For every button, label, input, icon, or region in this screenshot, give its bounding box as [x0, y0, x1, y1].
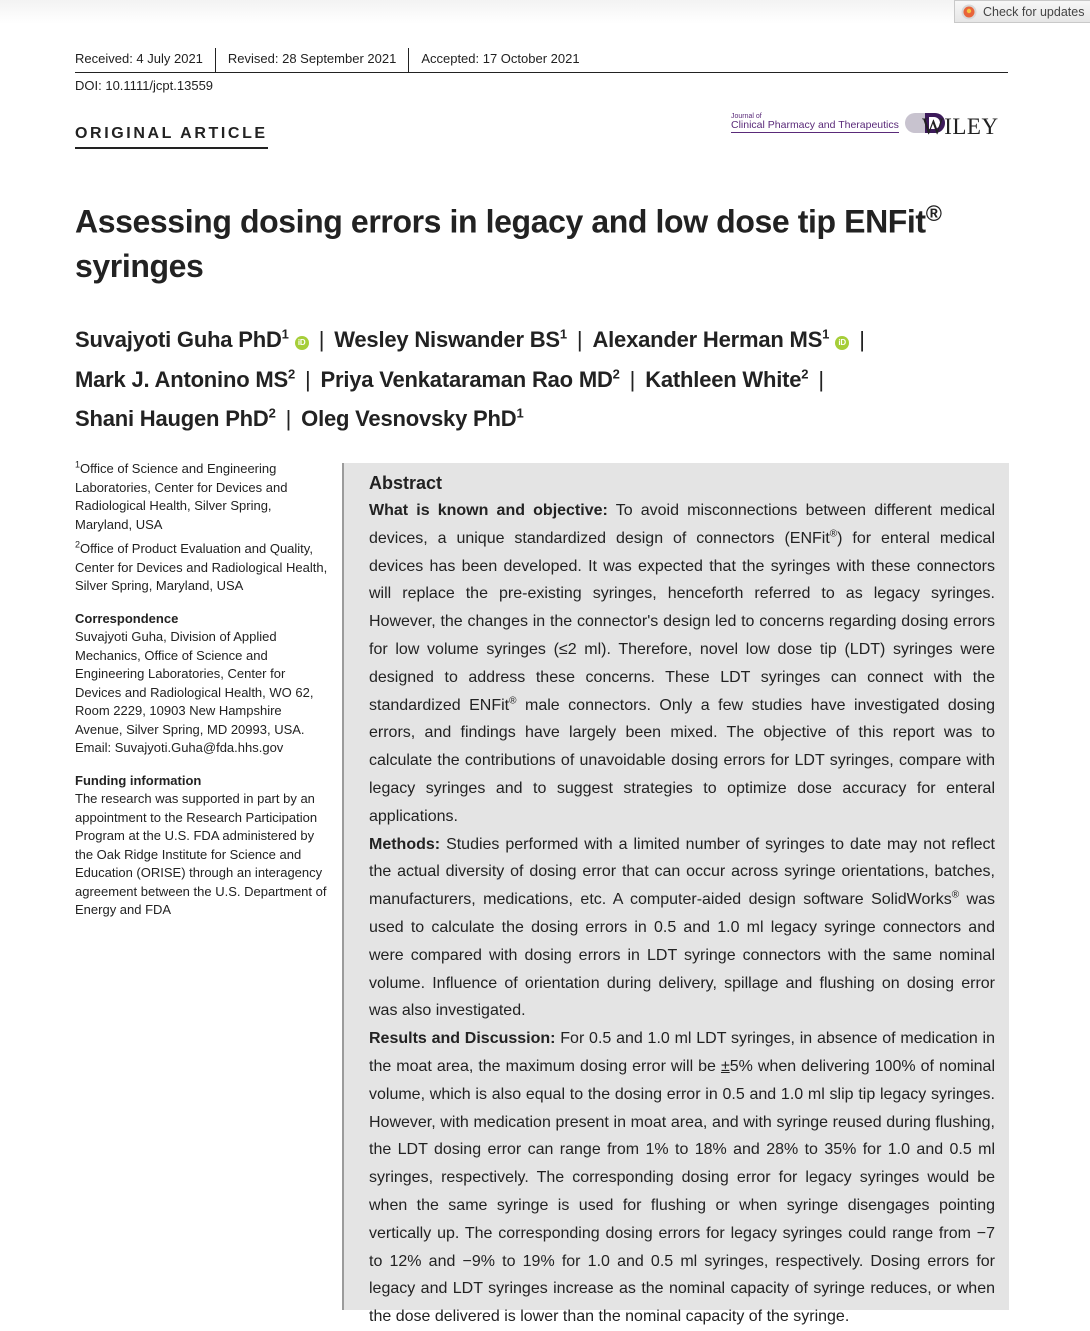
affiliation: [75, 540, 330, 596]
funding-text: The research was supported in part by an appointment to the Research Participation Program at the U.S. FDA administered by the Oak Ridge Institute for Science and Education (ORISE) through an interagency agreement between the U.S. Department of Energy and FDA: [75, 791, 327, 917]
author-affiliation-number: 2: [268, 405, 276, 421]
author[interactable]: [301, 406, 523, 431]
author-affiliation-number: 1: [281, 327, 289, 342]
author-name: Shani Haugen PhD: [75, 405, 269, 431]
methods-label: Methods:: [369, 835, 441, 853]
abstract-heading: Abstract: [369, 473, 443, 493]
author[interactable]: [592, 327, 849, 352]
affiliation-text: Office of Product Evaluation and Quality, Center for Devices and Radiological Health, Silver Spring, Maryland, USA: [75, 541, 328, 593]
results-text: For 0.5 and 1.0 ml LDT syringes, in absence of medication in the moat area, the maximum dosing error will be: [369, 1030, 995, 1075]
doi[interactable]: DOI: 10.1111/jcpt.13559: [75, 78, 214, 93]
objective-text: ) for enteral medical devices has been developed. It was expected that the syringes with these connectors will replace the pre-existing syringes, henceforth referred to as legacy syringes. However, the changes in the connector's design led to concerns regarding dosing errors for low volume syringes (≤2 ml). Therefore, novel low dose tip (LDT) syringes were designed to address these concerns. These LDT syringes can connect with the standardized ENFit: [369, 529, 995, 714]
author-name: Alexander Herman MS: [592, 327, 823, 353]
affiliation: [75, 460, 330, 534]
objective-text: To avoid misconnections between different medical devices, a unique standardized design of connectors (ENFit: [369, 502, 996, 547]
registered-mark: ®: [951, 889, 960, 901]
journal-name-full: Clinical Pharmacy and Therapeutics: [731, 119, 899, 132]
objective-text: male connectors. Only a few studies have investigated dosing errors, and findings have largely been mixed. The objective of this report was to calculate the contributions of unavoidable dosing errors for LDT syringes, compare with legacy syringes and to suggest strategies to optimize dose accuracy for enteral applications.: [369, 696, 996, 825]
affiliation-text: Office of Science and Engineering Laboratories, Center for Devices and Radiological Health, Silver Spring, Maryland, USA: [75, 461, 288, 532]
abstract-results: [369, 1025, 995, 1331]
author-affiliation-number: 2: [287, 366, 295, 382]
author-list: [75, 318, 1005, 436]
abstract-objective: [369, 497, 995, 831]
results-text: 5% when delivering 100% of nominal volume, which is also equal to the dosing error in 0.5 and 1.0 ml slip tip legacy syringes. However, with medication present in moat area, and with syringe reused during flushing, the LDT dosing error can range from 1% to 18% and 28% to 35% for 1.0 and 0.5 ml syringes, respectively. The corresponding dosing error for legacy syringes would be when the same syringe is used for flushing or when syringe disengages pointing vertically up. The corresponding dosing errors for legacy syringes could range from −7 to 12% and −9% to 19% for 1.0 and 0.5 ml syringes, respectively. Dosing errors for legacy and LDT syringes increase as the nominal capacity of syringe reduces, or when the dose delivered is lower than the nominal capacity of the syringe.: [369, 1057, 995, 1326]
author-separator: |: [818, 366, 824, 392]
author-affiliation-number: 2: [612, 366, 620, 382]
author-name: Mark J. Antonino MS: [75, 366, 288, 392]
affiliation-number: 1: [75, 459, 81, 470]
author-name: Kathleen White: [645, 366, 802, 392]
author[interactable]: [75, 406, 276, 431]
correspondence-email[interactable]: Email: Suvajyoti.Guha@fda.hhs.gov: [75, 740, 284, 755]
author-separator: |: [859, 327, 865, 353]
date-row: [75, 48, 1008, 73]
journal-name-small: Journal of: [731, 113, 762, 121]
author-affiliation-number: 1: [559, 327, 567, 342]
funding-heading: Funding information: [75, 772, 202, 788]
author[interactable]: [321, 367, 620, 392]
divider: [408, 48, 409, 72]
check-updates-icon: [961, 4, 977, 20]
author-separator: |: [304, 366, 311, 392]
received-date: Received: 4 July 2021: [75, 51, 203, 66]
check-for-updates-button[interactable]: [954, 0, 1090, 23]
objective-label: What is known and objective:: [369, 502, 608, 519]
author[interactable]: [75, 367, 295, 392]
author-name: Wesley Niswander BS: [334, 327, 560, 353]
registered-mark: ®: [509, 695, 517, 707]
author-separator: |: [576, 327, 583, 353]
correspondence-text: Suvajyoti Guha, Division of Applied Mechanics, Office of Science and Engineering Laboratories, Center for Devices and Radiological Health, WO 62, Room 2229, 10903 New Hampshire Avenue, Silver Spring, MD 20993, USA.: [75, 629, 314, 737]
author-name: Priya Venkataraman Rao MD: [320, 366, 613, 392]
abstract-box: [342, 463, 1009, 1326]
abstract-methods: [369, 831, 995, 1026]
article-info-sidebar: [75, 460, 330, 926]
methods-text: was used to calculate the dosing errors in 0.5 and 1.0 ml legacy syringe connectors and were compared with dosing errors in LDT syringe connectors with the same nominal volume. Influence of orientation during delivery, spillage and flushing on dosing error was also investigated.: [369, 891, 996, 1020]
journal-name: [731, 113, 899, 133]
author-name: Suvajyoti Guha PhD: [75, 327, 282, 353]
article-title: [75, 192, 975, 288]
author-affiliation-number: 2: [801, 366, 809, 382]
orcid-icon[interactable]: iD: [835, 336, 849, 350]
methods-text: Studies performed with a limited number of syringes to date may not reflect the actual diversity of dosing error that can occur across syringe orientations, batches, manufacturers, medications, etc. A computer-aided design software SolidWorks: [369, 835, 995, 909]
accepted-date: Accepted: 17 October 2021: [421, 51, 580, 66]
correspondence-heading: Correspondence: [75, 610, 179, 626]
publisher-logo[interactable]: WILEY: [922, 114, 999, 139]
author[interactable]: [75, 327, 309, 352]
title-end: syringes: [75, 247, 204, 284]
results-label: Results and Discussion:: [369, 1030, 556, 1048]
affiliation-number: 2: [75, 539, 81, 550]
divider: [215, 48, 216, 72]
author-affiliation-number: 1: [516, 405, 524, 421]
author-separator: |: [318, 327, 325, 353]
registered-mark: ®: [829, 528, 838, 540]
top-band: [0, 0, 1090, 24]
author-separator: |: [285, 405, 292, 431]
author-name: Oleg Vesnovsky PhD: [301, 405, 517, 431]
title-main: Assessing dosing errors in legacy and low dose tip ENFit: [75, 203, 926, 240]
journal-logo[interactable]: [731, 113, 945, 133]
orcid-icon[interactable]: iD: [295, 336, 309, 350]
author-separator: |: [629, 366, 636, 392]
check-updates-label: Check for updates: [983, 4, 1085, 19]
author[interactable]: [645, 367, 808, 392]
article-type: ORIGINAL ARTICLE: [75, 125, 268, 149]
author-affiliation-number: 1: [822, 327, 830, 342]
author[interactable]: [334, 327, 567, 352]
revised-date: Revised: 28 September 2021: [227, 51, 397, 66]
title-registered-mark: ®: [925, 201, 942, 226]
plus-minus-sign: ±: [720, 1057, 730, 1075]
